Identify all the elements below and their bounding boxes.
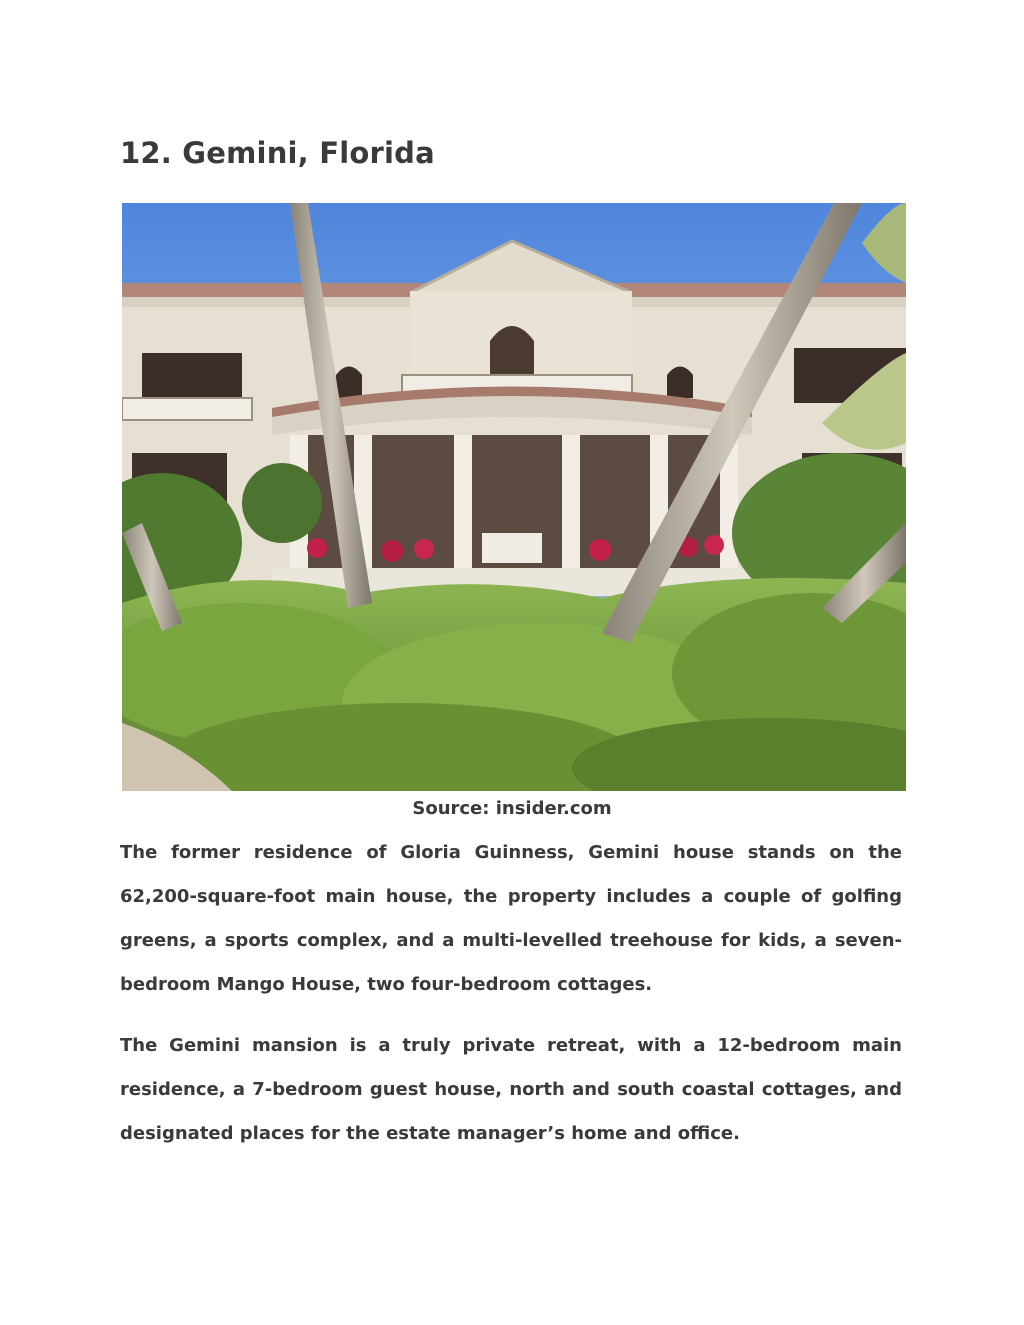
paragraph-1: The former residence of Gloria Guinness, Gemini house stands on the 62,200-square-foot main house, the property includes a couple of golfing greens, a sports complex, and a multi-levelled treehouse for kids, a seven-bedroom Mango House, two four-bedroom cottages. [120,842,902,995]
image-caption: Source: insider.com [412,798,612,819]
paragraph-2: The Gemini mansion is a truly private retreat, with a 12-bedroom main residence, a 7-bedroom guest house, north and south coastal cottages, and designated places for the estate manager’s home and office. [120,1035,902,1144]
mansion-photo [122,203,906,791]
article-heading: 12. Gemini, Florida [120,136,435,170]
